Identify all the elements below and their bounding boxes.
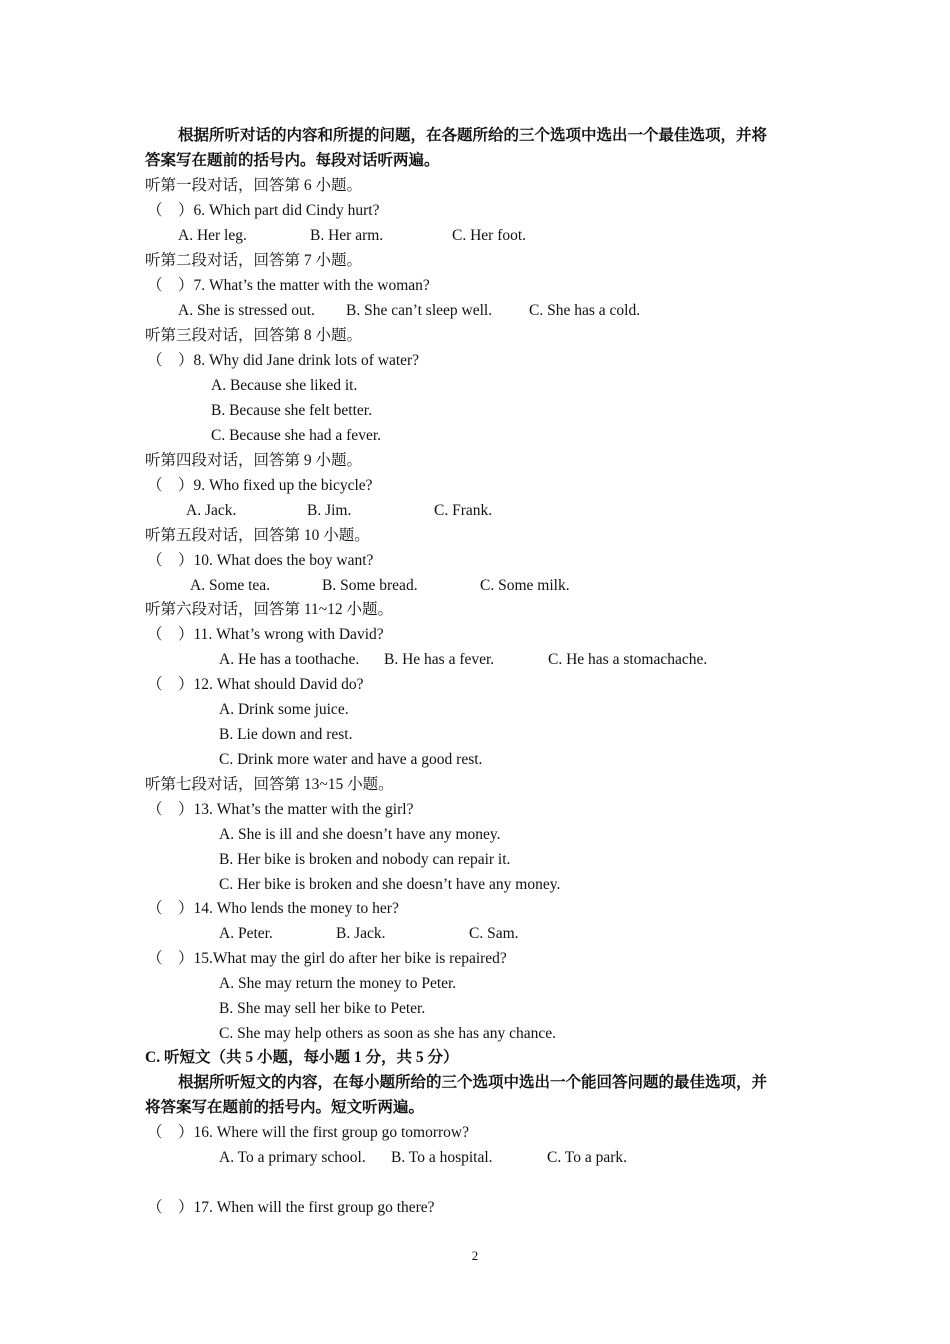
option-b: B. Jim. (307, 502, 352, 519)
dialogue-header: 听第三段对话，回答第 8 小题。 (145, 327, 363, 344)
question-9: （ ）9. Who fixed up the bicycle? (147, 477, 373, 494)
option-b: B. To a hospital. (391, 1149, 493, 1166)
option-c: C. Because she had a fever. (211, 427, 382, 444)
option-a: A. Her leg. (178, 227, 247, 244)
option-b: B. She can’t sleep well. (346, 302, 493, 319)
option-a: A. To a primary school. (219, 1149, 366, 1166)
option-b: B. She may sell her bike to Peter. (219, 1000, 426, 1017)
section-c-line2: 将答案写在题前的括号内。短文听两遍。 (145, 1099, 425, 1116)
question-11: （ ）11. What’s wrong with David? (147, 626, 384, 643)
option-c: C. Her bike is broken and she doesn’t have any money. (219, 876, 561, 893)
dialogue-header: 听第七段对话，回答第 13~15 小题。 (145, 776, 394, 793)
question-6: （ ）6. Which part did Cindy hurt? (147, 202, 380, 219)
option-c: C. Some milk. (480, 577, 570, 594)
option-a: A. Jack. (186, 502, 237, 519)
section-c-title: C. 听短文（共 5 小题，每小题 1 分，共 5 分） (145, 1049, 459, 1066)
option-c: C. She may help others as soon as she has any chance. (219, 1025, 557, 1042)
question-10: （ ）10. What does the boy want? (147, 552, 374, 569)
option-a: A. Because she liked it. (211, 377, 358, 394)
option-a: A. Peter. (219, 925, 273, 942)
dialogue-header: 听第一段对话，回答第 6 小题。 (145, 177, 363, 194)
option-c: C. To a park. (547, 1149, 627, 1166)
option-a: A. Some tea. (190, 577, 271, 594)
question-14: （ ）14. Who lends the money to her? (147, 900, 399, 917)
option-b: B. Her bike is broken and nobody can repair it. (219, 851, 511, 868)
question-15: （ ）15.What may the girl do after her bike is repaired? (147, 950, 507, 967)
option-b: B. Jack. (336, 925, 386, 942)
question-16: （ ）16. Where will the first group go tomorrow? (147, 1124, 469, 1141)
option-b: B. Lie down and rest. (219, 726, 353, 743)
option-a: A. She is stressed out. (178, 302, 315, 319)
section-c-line1: 根据所听短文的内容，在每小题所给的三个选项中选出一个能回答问题的最佳选项，并 (178, 1074, 768, 1091)
option-c: C. Her foot. (452, 227, 527, 244)
option-a: A. He has a toothache. (219, 651, 360, 668)
question-7: （ ）7. What’s the matter with the woman? (147, 277, 430, 294)
intro-b-line1: 根据所听对话的内容和所提的问题，在各题所给的三个选项中选出一个最佳选项，并将 (178, 127, 768, 144)
option-c: C. She has a cold. (529, 302, 641, 319)
question-13: （ ）13. What’s the matter with the girl? (147, 801, 414, 818)
question-17: （ ）17. When will the first group go there? (147, 1199, 435, 1216)
dialogue-header: 听第五段对话，回答第 10 小题。 (145, 527, 370, 544)
intro-b-line2: 答案写在题前的括号内。每段对话听两遍。 (145, 152, 440, 169)
page-number: 2 (471, 1248, 479, 1263)
dialogue-header: 听第六段对话，回答第 11~12 小题。 (145, 601, 394, 618)
option-b: B. Because she felt better. (211, 402, 372, 419)
option-b: B. Her arm. (310, 227, 384, 244)
option-b: B. Some bread. (322, 577, 418, 594)
question-12: （ ）12. What should David do? (147, 676, 364, 693)
option-a: A. Drink some juice. (219, 701, 349, 718)
option-c: C. Drink more water and have a good rest. (219, 751, 483, 768)
dialogue-header: 听第四段对话，回答第 9 小题。 (145, 452, 363, 469)
dialogue-header: 听第二段对话，回答第 7 小题。 (145, 252, 363, 269)
option-a: A. She is ill and she doesn’t have any money. (219, 826, 501, 843)
option-c: C. Frank. (434, 502, 493, 519)
option-b: B. He has a fever. (384, 651, 495, 668)
question-8: （ ）8. Why did Jane drink lots of water? (147, 352, 420, 369)
option-c: C. Sam. (469, 925, 519, 942)
option-a: A. She may return the money to Peter. (219, 975, 457, 992)
option-c: C. He has a stomachache. (548, 651, 708, 668)
